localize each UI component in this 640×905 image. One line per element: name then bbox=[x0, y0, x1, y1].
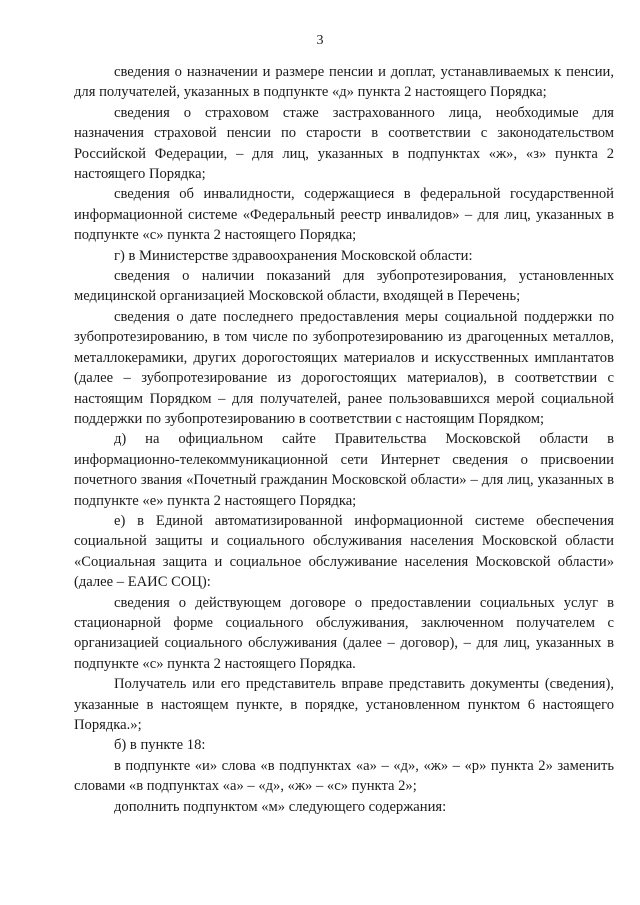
paragraph: Получатель или его представитель вправе представить документы (сведения), указанные в настоящем пункте, в порядке, установленном пунктом 6 настоящего Порядка.»; bbox=[74, 676, 614, 733]
paragraph: д) на официальном сайте Правительства Московской области в информационно-телекоммуникационной сети Интернет сведения о присвоении почетного звания «Почетный гражданин Московской области» – для лиц, указанных в подпункте «е» пункта 2 настоящего Порядка; bbox=[74, 431, 614, 509]
page-number: 3 bbox=[316, 33, 324, 48]
paragraph: дополнить подпунктом «м» следующего содержания: bbox=[114, 798, 447, 815]
paragraph: в подпункте «и» слова «в подпунктах «а» – «д», «ж» – «р» пункта 2» заменить словами «в подпунктах «а» – «д», «ж» – «с» пункта 2»; bbox=[74, 757, 614, 795]
paragraph: г) в Министерстве здравоохранения Московской области: bbox=[114, 247, 473, 264]
document-body bbox=[74, 62, 614, 817]
paragraph: сведения о дате последнего предоставления меры социальной поддержки по зубопротезированию, в том числе по зубопротезированию из драгоценных металлов, металлокерамики, других дорогостоящих материалов и искусственных имплантатов (далее – зубопротезирование из дорогостоящих материалов), в соответствии с настоящим Порядком – для получателей, ранее пользовавшихся мерой социальной поддержки по зубопротезированию в соответствии с настоящим Порядком; bbox=[74, 308, 614, 427]
paragraph: е) в Единой автоматизированной информационной системе обеспечения социальной защиты и социального обслуживания населения Московской области «Социальная защита и социальное обслуживание населения Московской области» (далее – ЕАИС СОЦ): bbox=[74, 512, 614, 591]
paragraph: б) в пункте 18: bbox=[114, 737, 206, 754]
paragraph: сведения о назначении и размере пенсии и доплат, устанавливаемых к пенсии, для получателей, указанных в подпункте «д» пункта 2 настоящего Порядка; bbox=[74, 64, 614, 101]
paragraph: сведения об инвалидности, содержащиеся в федеральной государственной информационной системе «Федеральный реестр инвалидов» – для лиц, указанных в подпункте «с» пункта 2 настоящего Порядка; bbox=[74, 186, 614, 244]
paragraph: сведения о наличии показаний для зубопротезирования, установленных медицинской организацией Московской области, входящей в Перечень; bbox=[74, 268, 614, 305]
paragraph: сведения о действующем договоре о предоставлении социальных услуг в стационарной форме социального обслуживания, заключенном получателем с организацией социального обслуживания (далее – договор), – для лиц, указанных в подпункте «с» пункта 2 настоящего Порядка. bbox=[74, 594, 614, 672]
paragraph: сведения о страховом стаже застрахованного лица, необходимые для назначения страховой пенсии по старости в соответствии с законодательством Российской Федерации, – для лиц, указанных в подпунктах «ж», «з» пункта 2 настоящего Порядка; bbox=[74, 104, 614, 183]
